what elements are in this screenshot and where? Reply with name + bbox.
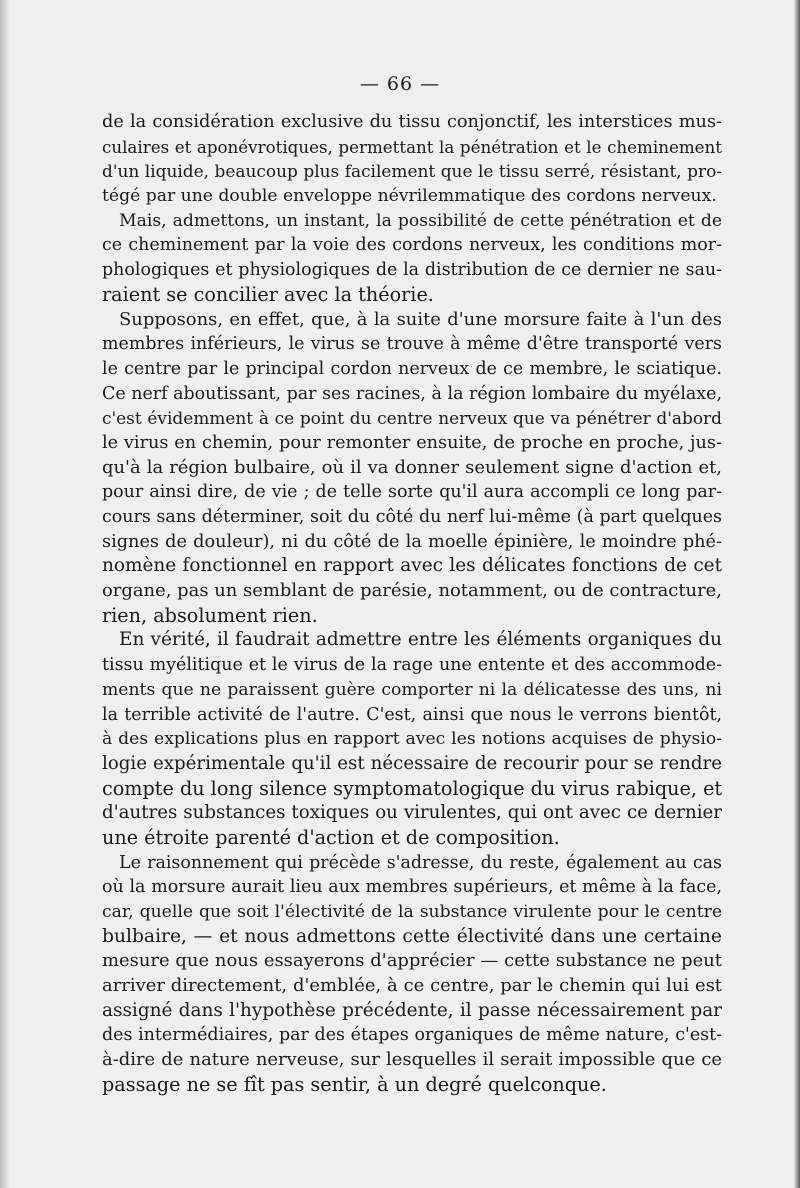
page-left-shadow	[0, 0, 10, 1188]
text-line: à-dire de nature nerveuse, sur lesquelles il serait impossible que ce	[102, 1049, 722, 1071]
text-line: logie expérimentale qu'il est nécessaire de recourir pour se rendre	[102, 752, 722, 774]
text-line: le virus en chemin, pour remonter ensuite, de proche en proche, jus-	[102, 432, 722, 453]
text-line: la terrible activité de l'autre. C'est, ainsi que nous le verrons bientôt,	[102, 704, 722, 725]
paragraph	[102, 851, 722, 1098]
page-right-edge	[794, 0, 800, 1188]
text-line: bulbaire, — et nous admettons cette électivité dans une certaine	[102, 925, 722, 947]
text-line: Mais, admettons, un instant, la possibilité de cette pénétration et de	[119, 210, 722, 231]
paragraph	[102, 110, 722, 209]
text-line: d'un liquide, beaucoup plus facilement que le tissu serré, résistant, pro-	[102, 161, 722, 182]
text-line: Supposons, en effet, que, à la suite d'une morsure faite à l'un des	[119, 308, 722, 330]
text-line: culaires et aponévrotiques, permettant la pénétration et le cheminement	[102, 136, 722, 157]
text-line: compte du long silence symptomatologique du virus rabique, et	[102, 776, 723, 800]
text-line: tégé par une double enveloppe névrilemmatique des cordons nerveux.	[102, 186, 717, 207]
text-line: car, quelle que soit l'électivité de la substance virulente pour le centre	[102, 902, 722, 922]
text-line: le centre par le principal cordon nerveux de ce membre, le sciatique.	[102, 358, 722, 379]
page-number: — 66 —	[359, 73, 441, 95]
text-line: ments que ne paraissent guère comporter ni la délicatesse des uns, ni	[102, 679, 722, 700]
text-line: En vérité, il faudrait admettre entre les éléments organiques du	[119, 629, 722, 651]
text-line: pour ainsi dire, de vie ; de telle sorte qu'il aura accompli ce long par-	[102, 482, 722, 503]
text-line: phologiques et physiologiques de la distribution de ce dernier ne sau-	[102, 260, 722, 281]
paragraph	[102, 628, 722, 850]
text-line: qu'à la région bulbaire, où il va donner seulement signe d'action et,	[102, 456, 722, 478]
text-line: où la morsure aurait lieu aux membres supérieurs, et même à la face,	[102, 877, 722, 898]
text-line: Ce nerf aboutissant, par ses racines, à la région lombaire du myélaxe,	[102, 383, 722, 404]
text-line: à des explications plus en rapport avec les notions acquises de physio-	[102, 729, 722, 750]
text-line: c'est évidemment à ce point du centre nerveux que va pénétrer d'abord	[102, 408, 722, 429]
text-line: assigné dans l'hypothèse précédente, il passe nécessairement par	[102, 999, 722, 1021]
text-line: tissu myélitique et le virus de la rage une entente et des accommode-	[102, 655, 722, 676]
body-text	[102, 110, 722, 1098]
text-line: membres inférieurs, le virus se trouve à même d'être transporté vers	[102, 334, 722, 355]
text-line: nomène fonctionnel en rapport avec les délicates fonctions de cet	[102, 555, 722, 577]
text-line: mesure que nous essayerons d'apprécier — cette substance ne peut	[102, 950, 722, 972]
text-line: ce cheminement par la voie des cordons nerveux, les conditions mor-	[102, 235, 722, 256]
text-line: des intermédiaires, par des étapes organiques de même nature, c'est-	[102, 1025, 722, 1046]
text-line: signes de douleur), ni du côté de la moelle épinière, le moindre phé-	[102, 531, 722, 552]
paragraph	[102, 209, 722, 308]
paragraph	[102, 308, 722, 629]
text-line: arriver directement, d'emblée, à ce centre, par le chemin qui lui est	[102, 975, 722, 997]
text-line: d'autres substances toxiques ou virulentes, qui ont avec ce dernier	[102, 802, 722, 824]
text-line: passage ne se fît pas sentir, à un degré quelconque.	[102, 1072, 607, 1096]
text-line: une étroite parenté d'action et de composition.	[102, 825, 560, 849]
text-line: organe, pas un semblant de parésie, notamment, ou de contracture,	[102, 580, 722, 602]
text-line: raient se concilier avec la théorie.	[102, 282, 434, 306]
text-line: Le raisonnement qui précède s'adresse, du reste, également au cas	[119, 852, 722, 873]
text-line: de la considération exclusive du tissu conjonctif, les interstices mus-	[102, 112, 722, 132]
text-line: rien, absolument rien.	[102, 603, 318, 627]
text-line: cours sans déterminer, soit du côté du nerf lui-même (à part quelques	[102, 507, 722, 527]
